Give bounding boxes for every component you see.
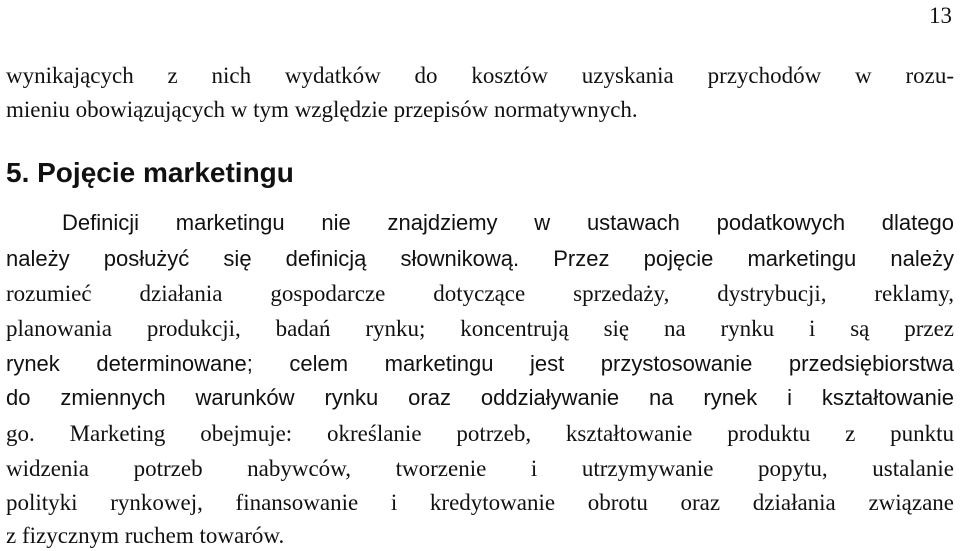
paragraph-line-7: go. Marketing obejmuje: określanie potrzeb, kształtowanie produktu z punktu — [6, 421, 954, 446]
paragraph-line-10: z fizycznym ruchem towarów. — [6, 523, 285, 548]
page-number: 13 — [929, 3, 952, 28]
paragraph-line-9: polityki rynkowej, finansowanie i kredytowanie obrotu oraz działania związane — [6, 490, 954, 515]
paragraph-line-5: rynek determinowane; celem marketingu jest przystosowanie przedsiębiorstwa — [6, 351, 954, 376]
section-heading: 5. Pojęcie marketingu — [6, 157, 294, 188]
paragraph-line-4: planowania produkcji, badań rynku; koncentrują się na rynku i są przez — [6, 316, 954, 341]
paragraph-line-8: widzenia potrzeb nabywców, tworzenie i utrzymywanie popytu, ustalanie — [6, 456, 954, 481]
paragraph-line-3: rozumieć działania gospodarcze dotyczące sprzedaży, dystrybucji, reklamy, — [6, 281, 954, 306]
intro-line-2: mieniu obowiązujących w tym względzie przepisów normatywnych. — [6, 97, 638, 122]
paragraph-line-2: należy posłużyć się definicją słownikową. Przez pojęcie marketingu należy — [6, 246, 954, 271]
paragraph-line-6: do zmiennych warunków rynku oraz oddziaływanie na rynek i kształtowanie — [6, 385, 954, 410]
intro-line-1: wynikających z nich wydatków do kosztów uzyskania przychodów w rozu- — [6, 63, 954, 88]
paragraph-line-1: Definicji marketingu nie znajdziemy w ustawach podatkowych dlatego — [62, 210, 954, 235]
